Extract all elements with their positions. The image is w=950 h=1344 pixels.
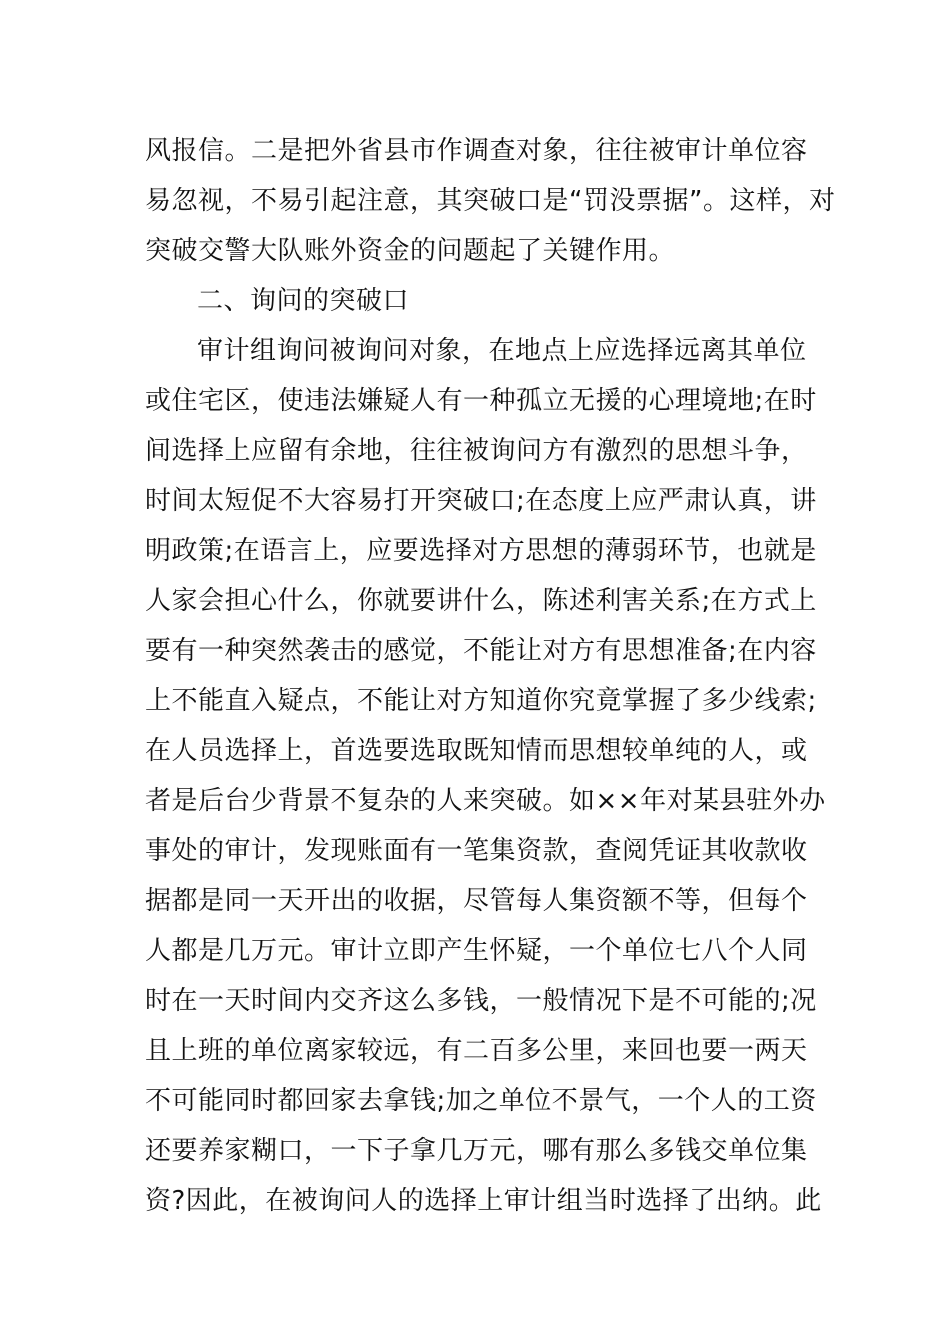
text-line: 风报信。二是把外省县市作调查对象，往往被审计单位容 (145, 136, 808, 166)
text-line: 者是后台少背景不复杂的人来突破。如××年对某县驻外办 (145, 786, 826, 816)
text-line: 上不能直入疑点，不能让对方知道你究竟掌握了多少线索; (145, 686, 817, 716)
text-line: 据都是同一天开出的收据，尽管每人集资额不等，但每个 (145, 886, 808, 916)
text-line: 突破交警大队账外资金的问题起了关键作用。 (145, 236, 676, 266)
paragraph-start-line: 审计组询问被询问对象，在地点上应选择远离其单位 (197, 336, 807, 366)
text-line: 在人员选择上，首选要选取既知情而思想较单纯的人，或 (145, 736, 808, 766)
text-line: 还要养家糊口，一下子拿几万元，哪有那么多钱交单位集 (145, 1136, 808, 1166)
section-heading: 二、询问的突破口 (197, 286, 410, 316)
text-line: 时在一天时间内交齐这么多钱，一般情况下是不可能的;况 (145, 986, 817, 1016)
text-line: 间选择上应留有余地，往往被询问方有激烈的思想斗争， (145, 436, 808, 466)
text-line: 人家会担心什么，你就要讲什么，陈述利害关系;在方式上 (145, 586, 817, 616)
text-line: 人都是几万元。审计立即产生怀疑，一个单位七八个人同 (145, 936, 808, 966)
document-body (145, 126, 836, 1226)
text-line: 不可能同时都回家去拿钱;加之单位不景气，一个人的工资 (145, 1086, 817, 1116)
text-line: 且上班的单位离家较远，有二百多公里，来回也要一两天 (145, 1036, 808, 1066)
text-line: 要有一种突然袭击的感觉，不能让对方有思想准备;在内容 (145, 636, 817, 666)
text-line: 明政策;在语言上，应要选择对方思想的薄弱环节，也就是 (145, 536, 817, 566)
text-line: 时间太短促不大容易打开突破口;在态度上应严肃认真，讲 (145, 486, 817, 516)
text-line: 或住宅区，使违法嫌疑人有一种孤立无援的心理境地;在时 (145, 386, 817, 416)
text-line: 易忽视，不易引起注意，其突破口是“罚没票据”。这样，对 (145, 186, 836, 216)
text-line: 事处的审计，发现账面有一笔集资款，查阅凭证其收款收 (145, 836, 808, 866)
text-line: 资?因此，在被询问人的选择上审计组当时选择了出纳。此 (145, 1186, 822, 1216)
